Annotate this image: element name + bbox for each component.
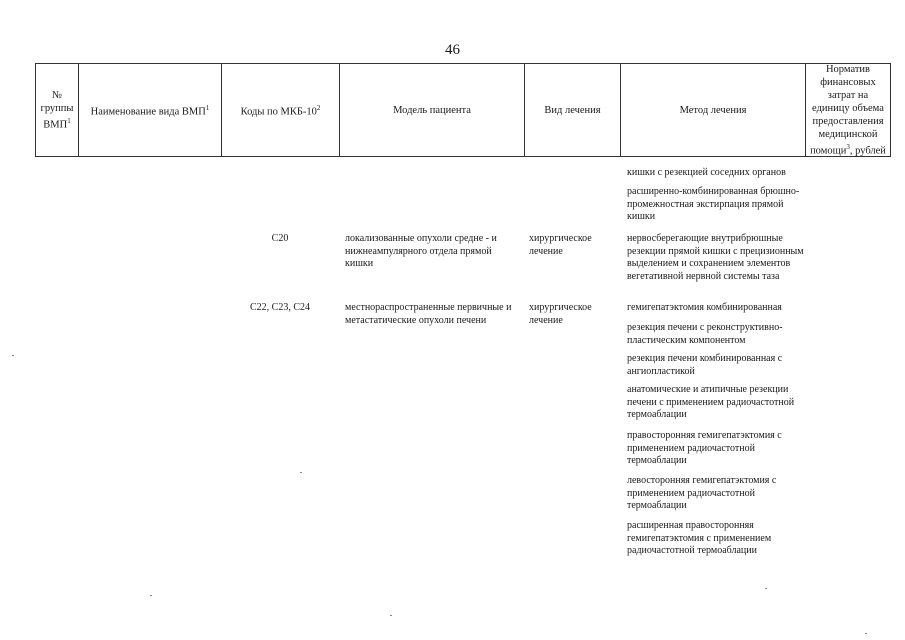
method-text: гемигепатэктомия комбинированная (627, 302, 782, 313)
header-cost-standard: Норматив финансовых затрат на единицу объема предоставления медицинской помощи$^3$, рублей (806, 64, 891, 156)
scan-speck (765, 588, 767, 589)
header-group-number-line: № (51, 89, 63, 101)
patient-model-text: местнораспространенные первичные и метастатические опухоли печени (345, 302, 512, 326)
icd-code: C22, C23, C24 (249, 302, 310, 313)
method-text: резекция печени комбинированная с ангиопластикой (627, 353, 783, 377)
header-icd-codes: Коды по МКБ-$10^2$ (222, 64, 340, 156)
header-treatment-type: Вид лечения (525, 64, 621, 156)
icd-code: C20 (271, 233, 289, 244)
treatment-type-text: хирургическое лечение (529, 302, 592, 326)
method-text: левосторонняя гемигепатэктомия с применением радиочастотной термоаблации (627, 475, 777, 511)
scan-speck (865, 633, 867, 634)
method-text: кишки с резекцией соседних органов (627, 167, 786, 178)
header-vmp-name: Наименование вида ВМП$^1$ (79, 64, 222, 156)
treatment-type-text: хирургическое лечение (529, 233, 592, 257)
header-group-number (36, 64, 79, 156)
scan-speck (12, 355, 14, 356)
method-text: резекция печени с реконструктивно-пластическим компонентом (627, 322, 783, 346)
scan-speck (150, 595, 152, 596)
scan-speck (300, 472, 302, 473)
page-number: 46 (445, 42, 460, 58)
method-text: расширенно-комбинированная брюшно-промежностная экстирпация прямой кишки (627, 186, 800, 222)
method-text: анатомические и атипичные резекции печени с применением радиочастотной термоаблации (627, 384, 795, 420)
header-patient-model: Модель пациента (340, 64, 525, 156)
header-group-number-line: ВМП$^1$ (43, 116, 71, 131)
method-text: правосторонняя гемигепатэктомия с применением радиочастотной термоаблации (627, 430, 782, 466)
method-text: расширенная правосторонняя гемигепатэктомия с применением радиочастотной термоаблации (627, 520, 772, 556)
scan-speck (390, 615, 392, 616)
header-group-number-line: группы (40, 102, 74, 114)
patient-model-text: локализованные опухоли средне - и нижнеампулярного отдела прямой кишки (345, 233, 497, 269)
header-treatment-method: Метод лечения (621, 64, 806, 156)
table-header (35, 63, 891, 157)
method-text: нервосберегающие внутрибрюшные резекции прямой кишки с прецизионным выделением и сохранением элементов вегетативной нервной системы таза (627, 233, 804, 282)
